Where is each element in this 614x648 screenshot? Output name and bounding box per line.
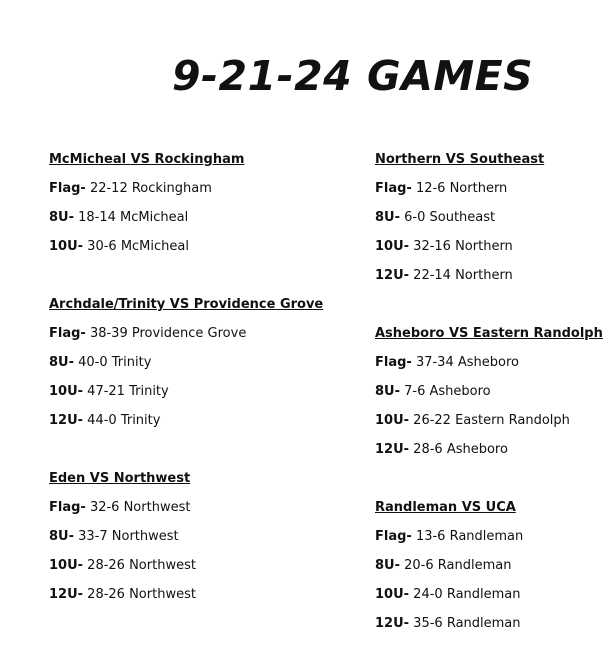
age-level: 8U- — [49, 529, 74, 544]
score-text: 22-12 Rockingham — [85, 181, 212, 196]
score-text: 24-0 Randleman — [409, 587, 521, 602]
age-level: 8U- — [49, 210, 74, 225]
result-line — [375, 413, 610, 442]
result-line — [375, 558, 610, 587]
result-line — [49, 239, 339, 268]
result-line — [375, 384, 610, 413]
age-level: 8U- — [375, 558, 400, 573]
age-level: Flag- — [49, 500, 86, 515]
result-line — [375, 355, 610, 384]
result-line — [375, 181, 610, 210]
game-title: Archdale/Trinity VS Providence Grove — [49, 297, 324, 312]
result-line — [49, 529, 339, 558]
age-level: Flag- — [375, 529, 412, 544]
score-text: 33-7 Northwest — [74, 529, 179, 544]
game-title: Eden VS Northwest — [49, 471, 191, 486]
game-block — [49, 297, 339, 442]
result-line — [49, 181, 339, 210]
game-title: Asheboro VS Eastern Randolph — [375, 326, 603, 341]
result-line — [49, 355, 339, 384]
age-level: 10U- — [375, 413, 410, 428]
score-text: 44-0 Trinity — [83, 413, 161, 428]
game-title: Randleman VS UCA — [375, 500, 516, 515]
score-text: 30-6 McMicheal — [83, 239, 189, 254]
age-level: 12U- — [49, 587, 84, 602]
result-line — [375, 442, 610, 471]
age-level: 10U- — [49, 558, 84, 573]
result-line — [49, 587, 339, 616]
age-level: 8U- — [375, 384, 400, 399]
score-text: 32-6 Northwest — [85, 500, 191, 515]
result-line — [375, 210, 610, 239]
age-level: 12U- — [375, 268, 410, 283]
game-block — [49, 152, 339, 268]
result-line — [49, 210, 339, 239]
age-level: 12U- — [375, 616, 410, 631]
page-title: 9-21-24 GAMES — [172, 52, 534, 100]
age-level: 12U- — [49, 413, 84, 428]
score-text: 40-0 Trinity — [74, 355, 152, 370]
game-block — [375, 326, 610, 471]
score-text: 28-26 Northwest — [83, 587, 196, 602]
result-line — [49, 384, 339, 413]
score-text: 47-21 Trinity — [83, 384, 169, 399]
score-text: 6-0 Southeast — [400, 210, 496, 225]
score-text: 12-6 Northern — [411, 181, 508, 196]
result-line — [375, 587, 610, 616]
age-level: 10U- — [375, 587, 410, 602]
score-text: 7-6 Asheboro — [400, 384, 491, 399]
score-text: 35-6 Randleman — [409, 616, 521, 631]
age-level: 8U- — [375, 210, 400, 225]
score-text: 28-6 Asheboro — [409, 442, 508, 457]
age-level: Flag- — [49, 326, 86, 341]
age-level: 12U- — [375, 442, 410, 457]
score-text: 22-14 Northern — [409, 268, 513, 283]
age-level: 8U- — [49, 355, 74, 370]
result-line — [49, 413, 339, 442]
age-level: 10U- — [49, 384, 84, 399]
score-text: 13-6 Randleman — [411, 529, 524, 544]
age-level: 10U- — [49, 239, 84, 254]
result-line — [375, 616, 610, 645]
game-block — [375, 152, 610, 297]
age-level: Flag- — [375, 355, 412, 370]
result-line — [49, 558, 339, 587]
game-block — [49, 471, 339, 616]
score-text: 28-26 Northwest — [83, 558, 196, 573]
game-title: Northern VS Southeast — [375, 152, 545, 167]
score-text: 26-22 Eastern Randolph — [409, 413, 570, 428]
game-title: McMicheal VS Rockingham — [49, 152, 245, 167]
result-line — [375, 268, 610, 297]
result-line — [49, 326, 339, 355]
score-text: 37-34 Asheboro — [411, 355, 519, 370]
result-line — [49, 500, 339, 529]
score-text: 38-39 Providence Grove — [85, 326, 247, 341]
age-level: Flag- — [49, 181, 86, 196]
result-line — [375, 239, 610, 268]
age-level: Flag- — [375, 181, 412, 196]
result-line — [375, 529, 610, 558]
score-text: 32-16 Northern — [409, 239, 513, 254]
score-text: 18-14 McMicheal — [74, 210, 189, 225]
game-block — [375, 500, 610, 645]
score-text: 20-6 Randleman — [400, 558, 512, 573]
age-level: 10U- — [375, 239, 410, 254]
